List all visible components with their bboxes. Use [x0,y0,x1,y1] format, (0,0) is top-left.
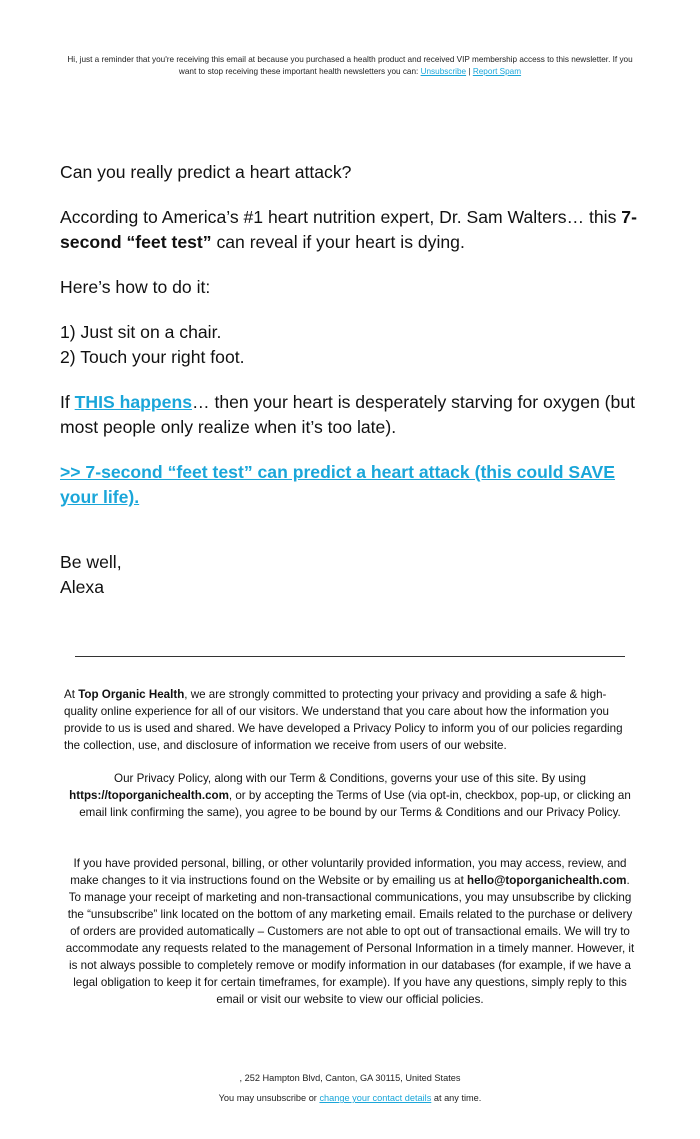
signoff [60,550,650,600]
headline-question: Can you really predict a heart attack? [60,162,352,182]
notice-separator: | [468,67,471,76]
postal-address: , 252 Hampton Blvd, Canton, GA 30115, United States [239,1073,461,1083]
legal-p2-before: Our Privacy Policy, along with our Term & Conditions, governs your use of this site. By using [114,772,586,785]
step-1: 1) Just sit on a chair. [60,322,222,342]
privacy-paragraph-2 [64,770,636,821]
if-paragraph [60,390,650,440]
unsub-text-before: You may unsubscribe or [218,1093,317,1103]
legal-p3-before: If you have provided personal, billing, or other voluntarily provided information, you may access, review, and make changes to it via instructions found on the Website or by emailing us at [70,857,627,887]
legal-p2-after: , or by accepting the Terms of Use (via opt-in, checkbox, pop-up, or clicking an email link confirming the same), you agree to be bound by our Terms & Conditions and our Privacy Policy. [79,789,631,819]
cta-paragraph [60,460,650,510]
privacy-paragraph-3 [64,855,636,1008]
legal-p1-prefix: At [64,688,75,701]
how-to-text: Here’s how to do it: [60,277,211,297]
notice-text: Hi, just a reminder that you're receiving this email at because you purchased a health product and received VIP membership access to this newsletter. If you want to stop receiving these important health newsletters you can: [67,55,633,76]
step-2: 2) Touch your right foot. [60,347,245,367]
intro-text-before: According to America’s #1 heart nutrition expert, Dr. Sam Walters… this [60,207,617,227]
legal-p3-after: . To manage your receipt of marketing and non-transactional communications, you may unsubscribe by clicking the “unsubscribe” link located on the bottom of any marketing email. Emails related to the purchase or delivery of orders are provided automatically – Customers are not able to opt out of transactional emails. We will try to accommodate any requests related to the management of Personal Information in a timely manner. However, it is not always possible to completely remove or modify information in our databases (for example, if we have a legal obligation to keep it for certain timeframes, for example). If you have any questions, simply reply to this email or visit our website to view our official policies. [65,874,635,1006]
feet-test-cta-link[interactable]: >> 7-second “feet test” can predict a heart attack (this could SAVE your life). [60,462,616,507]
change-contact-details-link[interactable]: change your contact details [319,1093,432,1103]
legal-p1-rest: , we are strongly committed to protecting your privacy and providing a safe & high-quality online experience for all of our visitors. We understand that you care about how the information you provide to us is used and shared. We have developed a Privacy Policy to inform you of our policies regarding the collection, use, and disclosure of information we receive from users of our website. [64,688,623,752]
footer-unsubscribe-line [60,1092,640,1104]
website-url: https://toporganichealth.com [69,789,229,802]
top-notice [60,54,640,78]
unsubscribe-link[interactable]: Unsubscribe [420,67,467,76]
signoff-name: Alexa [60,577,105,597]
intro-bold-text: 7-second “feet test” [60,207,637,252]
intro-text-after: can reveal if your heart is dying. [216,232,465,252]
intro-paragraph [60,205,650,255]
signoff-text: Be well, [60,552,122,572]
contact-email: hello@toporganichealth.com [467,874,627,887]
this-happens-link[interactable]: THIS happens [74,392,192,412]
steps-list [60,320,650,370]
company-name: Top Organic Health [78,688,185,701]
if-text-after: … then your heart is desperately starving for oxygen (but most people only realize when it’s too late). [60,392,635,437]
unsub-text-after: at any time. [433,1093,482,1103]
if-text-before: If [60,392,70,412]
report-spam-link[interactable]: Report Spam [472,67,522,76]
privacy-paragraph-1 [64,686,636,754]
section-divider [75,656,625,657]
